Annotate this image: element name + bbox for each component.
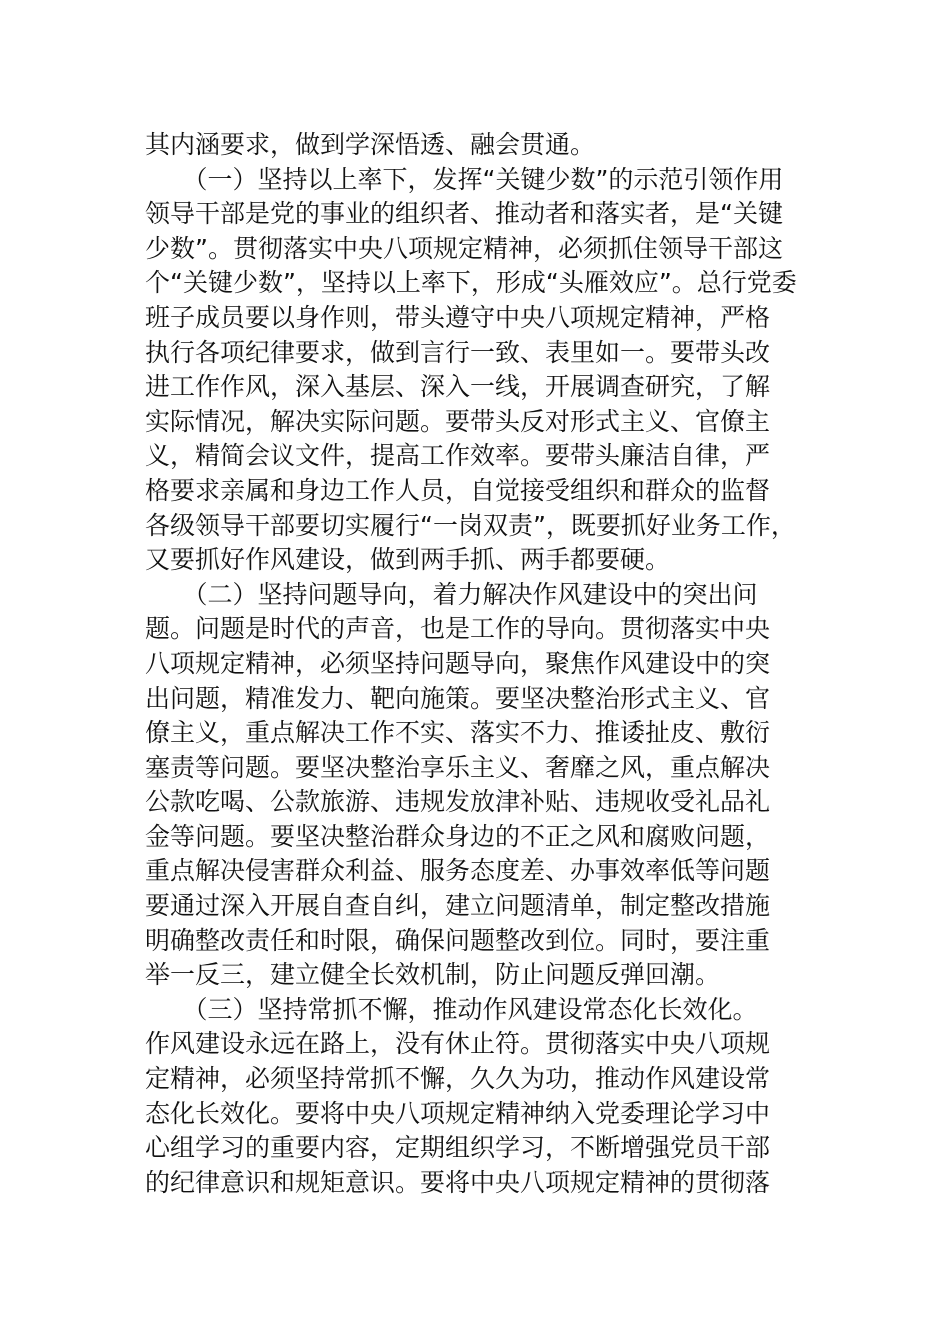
text-line: 公款吃喝、公款旅游、违规发放津补贴、违规收受礼品礼 bbox=[145, 787, 771, 817]
text-line: 领导干部是党的事业的组织者、推动者和落实者，是“关键 bbox=[145, 199, 783, 229]
text-line: 八项规定精神，必须坚持问题导向，聚焦作风建设中的突 bbox=[145, 648, 771, 678]
text-line: 举一反三，建立健全长效机制，防止问题反弹回潮。 bbox=[145, 960, 721, 990]
text-line: 各级领导干部要切实履行“一岗双责”，既要抓好业务工作， bbox=[145, 510, 796, 540]
text-line: 少数”。贯彻落实中央八项规定精神，必须抓住领导干部这 bbox=[145, 233, 783, 263]
text-line: 僚主义，重点解决工作不实、落实不力、推诿扯皮、敷衍 bbox=[145, 718, 771, 748]
text-line: 实际情况，解决实际问题。要带头反对形式主义、官僚主 bbox=[145, 406, 771, 436]
section-heading-2: （二）坚持问题导向，着力解决作风建设中的突出问 bbox=[145, 579, 758, 609]
section-heading-3: （三）坚持常抓不懈，推动作风建设常态化长效化。 bbox=[145, 994, 758, 1024]
text-line: 作风建设永远在路上，没有休止符。贯彻落实中央八项规 bbox=[145, 1029, 771, 1059]
text-line: 定精神，必须坚持常抓不懈，久久为功，推动作风建设常 bbox=[145, 1064, 771, 1094]
text-line: 态化长效化。要将中央八项规定精神纳入党委理论学习中 bbox=[145, 1098, 771, 1128]
text-line: 的纪律意识和规矩意识。要将中央八项规定精神的贯彻落 bbox=[145, 1167, 771, 1197]
text-line: 塞责等问题。要坚决整治享乐主义、奢靡之风，重点解决 bbox=[145, 752, 771, 782]
text-line: 个“关键少数”，坚持以上率下，形成“头雁效应”。总行党委 bbox=[145, 268, 797, 298]
text-line: 执行各项纪律要求，做到言行一致、表里如一。要带头改 bbox=[145, 337, 771, 367]
text-line: 要通过深入开展自查自纠，建立问题清单，制定整改措施 bbox=[145, 891, 771, 921]
section-heading-1: （一）坚持以上率下，发挥“关键少数”的示范引领作用 bbox=[145, 164, 784, 194]
text-line: 又要抓好作风建设，做到两手抓、两手都要硬。 bbox=[145, 545, 671, 575]
text-line: 义，精简会议文件，提高工作效率。要带头廉洁自律，严 bbox=[145, 441, 771, 471]
text-line: 重点解决侵害群众利益、服务态度差、办事效率低等问题 bbox=[145, 856, 771, 886]
text-line: 金等问题。要坚决整治群众身边的不正之风和腐败问题， bbox=[145, 821, 771, 851]
text-line: 出问题，精准发力、靶向施策。要坚决整治形式主义、官 bbox=[145, 683, 771, 713]
text-line: 心组学习的重要内容，定期组织学习，不断增强党员干部 bbox=[145, 1133, 771, 1163]
text-line: 其内涵要求，做到学深悟透、融会贯通。 bbox=[145, 130, 596, 159]
document-body-text bbox=[145, 128, 809, 1200]
text-line: 班子成员要以身作则，带头遵守中央八项规定精神，严格 bbox=[145, 302, 771, 332]
text-line: 题。问题是时代的声音，也是工作的导向。贯彻落实中央 bbox=[145, 614, 771, 644]
text-line: 格要求亲属和身边工作人员，自觉接受组织和群众的监督 bbox=[145, 475, 771, 505]
text-line: 进工作作风，深入基层、深入一线，开展调查研究，了解 bbox=[145, 372, 771, 402]
text-line: 明确整改责任和时限，确保问题整改到位。同时，要注重 bbox=[145, 925, 771, 955]
